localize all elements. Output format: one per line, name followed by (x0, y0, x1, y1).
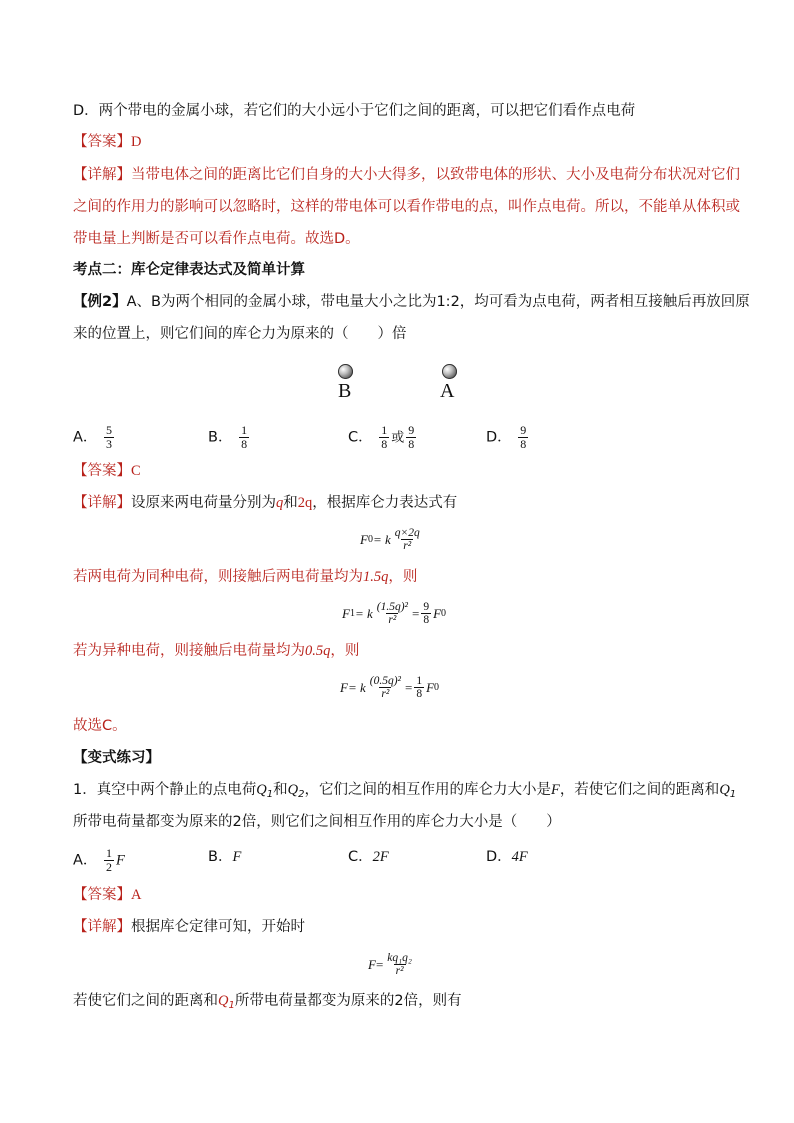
section-title: 考点二：库仑定律表达式及简单计算 (73, 262, 305, 278)
var-q: q (276, 495, 284, 511)
practice-option-c[interactable] (348, 847, 389, 867)
denominator: 8 (241, 437, 248, 451)
sphere-b (338, 364, 353, 379)
formula-subscript: 0 (441, 608, 447, 619)
denominator: 3 (106, 437, 113, 451)
example2-stem-line-1 (73, 292, 750, 312)
answer-tag: 【答案】 (73, 463, 131, 479)
formula-text: = (411, 605, 420, 621)
formula-subscript: 0 (367, 534, 373, 545)
practice-q1-line-1 (73, 780, 736, 805)
denominator: 8 (408, 437, 415, 451)
formula-f (340, 675, 439, 700)
option-value: F (116, 852, 125, 869)
denominator: 8 (416, 688, 423, 700)
same-kind-line (73, 567, 417, 587)
detail-text: 当带电体之间的距离比它们自身的大小大得多，以致带电体的形状、大小及电荷分布状况对它们 (131, 167, 740, 183)
example2-answer (73, 461, 141, 481)
numerator: 1 (241, 423, 248, 437)
formula-symbol: F (368, 956, 376, 972)
detail-text: 和 (283, 495, 298, 511)
denominator: r² (403, 540, 412, 552)
option-letter: B． (208, 849, 233, 865)
formula-text: = (375, 956, 384, 972)
text: 若为异种电荷，则接触后电荷量均为 (73, 643, 305, 659)
question-text: 1．真空中两个静止的点电荷 (73, 782, 257, 798)
example2-option-a[interactable] (73, 424, 116, 451)
numerator: q×2q (394, 527, 420, 539)
numerator: 9 (408, 423, 415, 437)
fraction (104, 424, 114, 451)
fraction (104, 847, 114, 874)
option-value: F (232, 849, 242, 865)
detail-text: 所带电荷量都变为原来的2倍，则有 (234, 993, 462, 1009)
subscript: 1 (729, 789, 737, 800)
formula-symbol: F (433, 605, 442, 621)
fraction (379, 424, 389, 451)
option-letter: D． (486, 849, 512, 865)
detail-text: 设原来两电荷量分别为 (131, 495, 276, 511)
example2-stem-line-2: 来的位置上，则它们间的库仑力为原来的（ ）倍 (73, 326, 407, 342)
subscript: 1 (228, 1000, 235, 1011)
numerator: 1 (416, 675, 423, 687)
detail-line-1 (73, 165, 740, 185)
denominator: r² (395, 965, 404, 977)
detail-text: ，根据库仑力表达式有 (312, 495, 458, 511)
charge-value: 1.5q (363, 569, 389, 585)
fraction (518, 424, 528, 451)
detail-line-2: 之间的作用力的影响可以忽略时，这样的带电体可以看作带电的点，叫作点电荷。所以，不能单从体积或 (73, 199, 740, 215)
answer-value: A (131, 887, 142, 903)
formula-text: = k (354, 605, 373, 621)
option-letter: B． (208, 429, 233, 446)
question-text: ，它们之间的相互作用的库仑力大小是 (304, 782, 551, 798)
formula-symbol: F (342, 605, 350, 621)
fraction (406, 424, 416, 451)
answer-value: D (131, 134, 142, 150)
option-letter: C． (348, 429, 373, 446)
or-text: 或 (391, 430, 405, 446)
var-Q: Q (218, 993, 229, 1009)
detail-text: 若使它们之间的距离和 (73, 993, 218, 1009)
numerator: (0.5q)² (369, 675, 401, 687)
formula-text: = k (372, 531, 391, 547)
denominator: r² (381, 688, 390, 700)
sphere-a-label: A (440, 380, 455, 402)
practice-option-a[interactable] (73, 847, 125, 874)
var-Q: Q (287, 782, 299, 798)
numerator: 1 (106, 846, 113, 860)
var-2q: 2q (297, 495, 313, 511)
denominator: 2 (106, 860, 113, 874)
detail-tag: 【详解】 (73, 919, 131, 935)
example2-detail-intro (73, 493, 457, 513)
text: ，则 (330, 643, 360, 659)
detail-tag: 【详解】 (73, 167, 131, 183)
numerator: 5 (106, 423, 113, 437)
example2-option-c[interactable] (348, 424, 418, 451)
example2-option-b[interactable] (208, 424, 251, 451)
option-value: 4F (511, 849, 528, 865)
formula-symbol: F (340, 679, 348, 695)
answer-tag: 【答案】 (73, 887, 131, 903)
question-text: ，若使它们之间的距离和 (559, 782, 720, 798)
denominator: 8 (520, 437, 527, 451)
detail-tag: 【详解】 (73, 495, 131, 511)
stem-text: A、B为两个相同的金属小球，带电量大小之比为1:2，均可看为点电荷，两者相互接触后再放回原 (126, 294, 750, 310)
example2-conclusion: 故选C。 (73, 718, 127, 734)
option-value: 2F (372, 849, 389, 865)
formula-text: = k (347, 679, 366, 695)
option-letter: A． (73, 429, 98, 446)
numerator: 1 (381, 423, 388, 437)
example2-option-d[interactable] (486, 424, 530, 451)
formula-fraction (368, 675, 403, 700)
charge-value: 0.5q (305, 643, 331, 659)
formula-fraction (385, 952, 414, 977)
var-Q: Q (256, 782, 267, 798)
denominator: 8 (381, 437, 388, 451)
numerator: 9 (423, 601, 430, 613)
text: ，则 (388, 569, 418, 585)
subscript: 1 (266, 789, 274, 800)
text: 若两电荷为同种电荷，则接触后两电荷量均为 (73, 569, 363, 585)
answer-line (73, 132, 141, 152)
var-F: F (550, 782, 560, 798)
formula-subscript: 1 (349, 608, 355, 619)
detail-line-3: 带电量上判断是否可以看作点电荷。故选D。 (73, 231, 360, 247)
option-d-text: D．两个带电的金属小球，若它们的大小远小于它们之间的距离，可以把它们看作点电荷 (73, 103, 636, 119)
option-letter: C． (348, 849, 373, 865)
denominator: 8 (423, 614, 430, 626)
practice-option-d[interactable] (486, 847, 528, 867)
option-letter: D． (486, 429, 512, 446)
formula-fraction (414, 675, 424, 700)
sphere-b-label: B (338, 380, 352, 402)
numerator: (1.5q)² (376, 601, 408, 613)
formula-fraction (421, 601, 431, 626)
practice-answer (73, 885, 141, 905)
denominator: r² (388, 614, 397, 626)
formula-fraction (393, 527, 422, 552)
practice-title: 【变式练习】 (73, 750, 160, 766)
formula-text: = (404, 679, 413, 695)
formula-symbol: F (360, 531, 368, 547)
practice-q1-line-2: 所带电荷量都变为原来的2倍，则它们之间相互作用的库仑力大小是（ ） (73, 814, 561, 830)
option-letter: A． (73, 852, 98, 869)
question-text: 和 (273, 782, 288, 798)
example-tag: 【例2】 (73, 294, 127, 310)
numerator: 9 (520, 423, 527, 437)
formula-symbol: F (426, 679, 435, 695)
practice-last-line (73, 991, 462, 1016)
fraction (239, 424, 249, 451)
formula-subscript: 0 (434, 682, 440, 693)
diff-kind-line (73, 641, 359, 661)
formula-fraction (375, 601, 410, 626)
var-Q: Q (719, 782, 730, 798)
detail-text: 根据库仑定律可知，开始时 (131, 919, 305, 935)
formula-f1 (342, 601, 446, 626)
practice-formula (368, 952, 416, 977)
numerator: kq₁q₂ (387, 952, 412, 964)
answer-value: C (131, 463, 141, 479)
formula-f0 (360, 527, 424, 552)
subscript: 2 (298, 789, 305, 800)
practice-detail-intro (73, 917, 305, 937)
answer-tag: 【答案】 (73, 134, 131, 150)
practice-option-b[interactable] (208, 847, 241, 867)
sphere-a (442, 364, 457, 379)
